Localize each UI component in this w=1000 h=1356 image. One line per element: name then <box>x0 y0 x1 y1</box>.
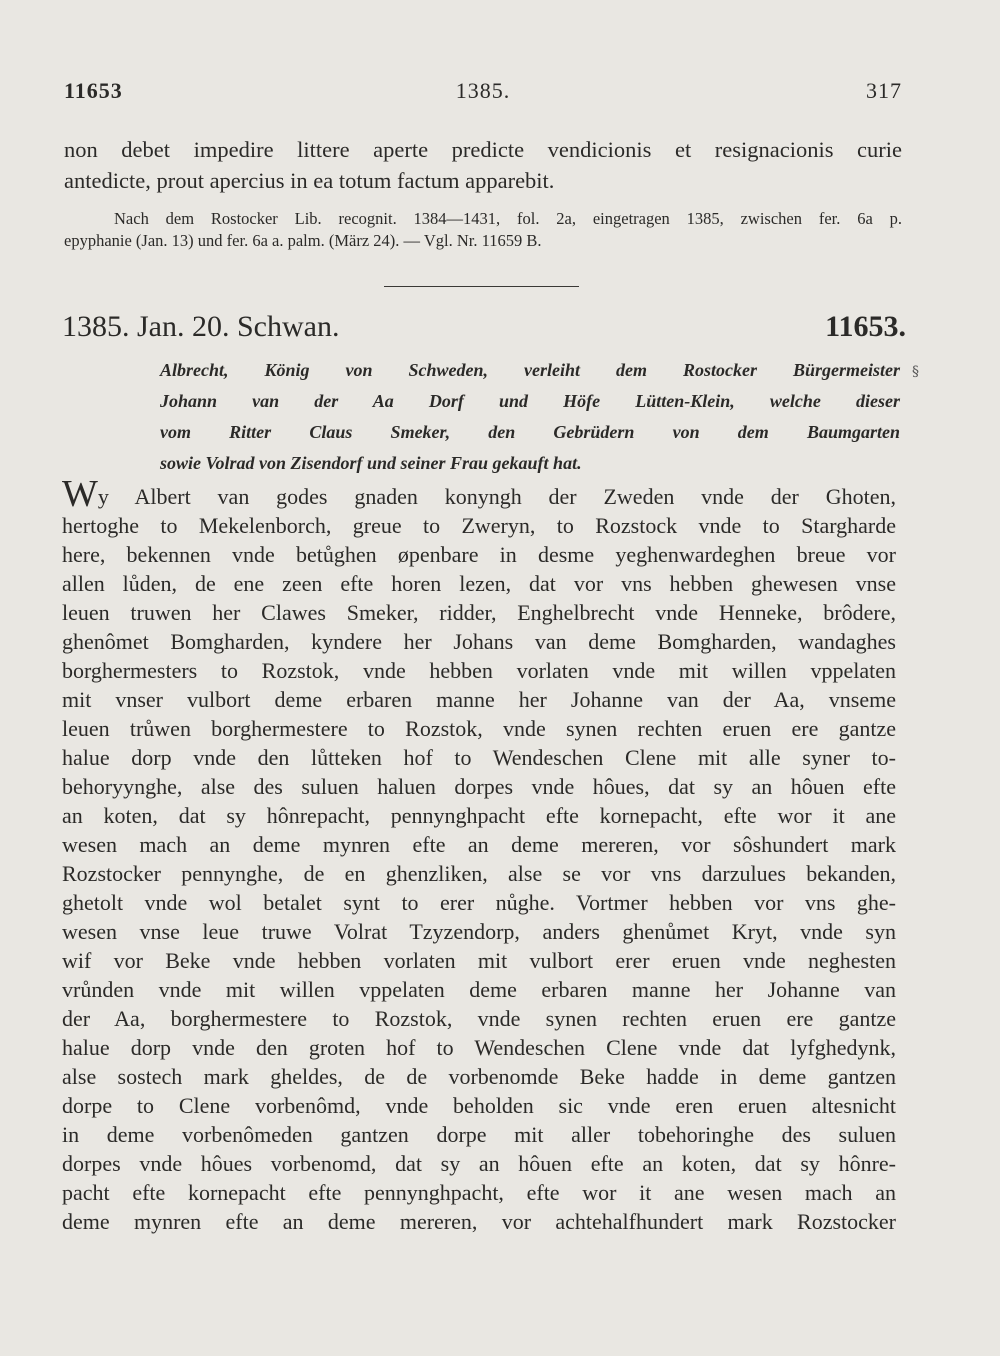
initial-letter: W <box>62 473 98 515</box>
first-line-text: y Albert van godes gnaden konyngh der Zweden vnde der Ghoten, <box>97 484 896 509</box>
charter-line: vrůnden vnde mit willen vppelaten deme erbaren manne her Johanne van <box>62 977 896 1002</box>
margin-mark: § <box>912 364 919 380</box>
charter-line: in deme vorbenômeden gantzen dorpe mit aller tobehoringhe des suluen <box>62 1122 896 1147</box>
regest-line: sowie Volrad von Zisendorf und seiner Frau gekauft hat. <box>160 453 582 473</box>
charter-line: here, bekennen vnde betůghen øpenbare in desme yeghenwardeghen breue vor <box>62 542 896 567</box>
entry-heading <box>62 310 906 350</box>
regest-summary <box>160 355 900 479</box>
charter-line: ghenômet Bomgharden, kyndere her Johans van deme Bomgharden, wandaghes <box>62 629 896 654</box>
entry-number: 11653. <box>825 310 906 343</box>
charter-line: leuen truwen her Clawes Smeker, ridder, Enghelbrecht vnde Henneke, brôdere, <box>62 600 896 625</box>
charter-line: alse sostech mark gheldes, de de vorbenomde Beke hadde in deme gantzen <box>62 1064 896 1089</box>
running-header <box>64 78 902 108</box>
section-divider <box>384 286 579 287</box>
charter-line: mit vnser vulbort deme erbaren manne her Johanne van der Aa, vnseme <box>62 687 896 712</box>
regest-line: vom Ritter Claus Smeker, den Gebrüdern von dem Baumgarten <box>160 422 900 442</box>
charter-line: dorpes vnde hôues vorbenomd, dat sy an hôuen efte an koten, dat sy hônre- <box>62 1151 896 1176</box>
charter-line: hertoghe to Mekelenborch, greue to Zweryn, to Rozstock vnde to Stargharde <box>62 513 896 538</box>
entry-date-place: 1385. Jan. 20. Schwan. <box>62 310 340 343</box>
note-line: epyphanie (Jan. 13) und fer. 6a a. palm. (März 24). — Vgl. Nr. 11659 B. <box>64 230 542 250</box>
charter-line: deme mynren efte an deme mereren, vor achtehalfhundert mark Rozstocker <box>62 1209 896 1234</box>
header-year: 1385. <box>455 78 511 103</box>
charter-line: leuen trůwen borghermestere to Rozstok, vnde synen rechten eruen ere gantze <box>62 716 896 741</box>
charter-line: wesen vnse leue truwe Volrat Tzyzendorp, anders ghenůmet Kryt, vnde syn <box>62 919 896 944</box>
regest-line: Johann van der Aa Dorf und Höfe Lütten-Klein, welche dieser <box>160 391 900 411</box>
previous-entry-text <box>64 134 902 196</box>
header-page-number: 317 <box>866 78 902 103</box>
text-line: non debet impedire littere aperte predicte vendicionis et resignacionis curie <box>64 137 902 162</box>
regest-line: Albrecht, König von Schweden, verleiht dem Rostocker Bürgermeister <box>160 360 900 380</box>
charter-line: borghermesters to Rozstok, vnde hebben vorlaten vnde mit willen vppelaten <box>62 658 896 683</box>
charter-line: dorpe to Clene vorbenômd, vnde beholden sic vnde eren eruen altesnicht <box>62 1093 896 1118</box>
charter-line: allen lůden, de ene zeen efte horen lezen, dat vor vns hebben ghewesen vnse <box>62 571 896 596</box>
charter-line: an koten, dat sy hônrepacht, pennynghpacht efte kornepacht, efte wor it ane <box>62 803 896 828</box>
charter-line: halue dorp vnde den groten hof to Wendeschen Clene vnde dat lyfghedynk, <box>62 1035 896 1060</box>
charter-line: Rozstocker pennynghe, de en ghenzliken, alse se vor vns darzulues bekanden, <box>62 861 896 886</box>
charter-line: pacht efte kornepacht efte pennynghpacht, efte wor it ane wesen mach an <box>62 1180 896 1205</box>
charter-line: wesen mach an deme mynren efte an deme mereren, vor sôshundert mark <box>62 832 896 857</box>
charter-line: der Aa, borghermestere to Rozstok, vnde synen rechten eruen ere gantze <box>62 1006 896 1031</box>
charter-line: halue dorp vnde den lůtteken hof to Wendeschen Clene mit alle syner to- <box>62 745 896 770</box>
charter-line: behoryynghe, alse des suluen haluen dorpes vnde hôues, dat sy an hôuen efte <box>62 774 896 799</box>
charter-first-line <box>62 473 896 515</box>
source-note <box>64 208 902 251</box>
text-line: antedicte, prout apercius in ea totum factum apparebit. <box>64 168 555 193</box>
charter-text <box>62 473 896 1236</box>
note-line: Nach dem Rostocker Lib. recognit. 1384—1431, fol. 2a, eingetragen 1385, zwischen fer. 6a p. <box>114 209 902 228</box>
header-entry-number: 11653 <box>64 78 123 103</box>
charter-line: wif vor Beke vnde hebben vorlaten mit vulbort erer eruen vnde neghesten <box>62 948 896 973</box>
charter-line: ghetolt vnde wol betalet synt to erer nůghe. Vortmer hebben vor vns ghe- <box>62 890 896 915</box>
